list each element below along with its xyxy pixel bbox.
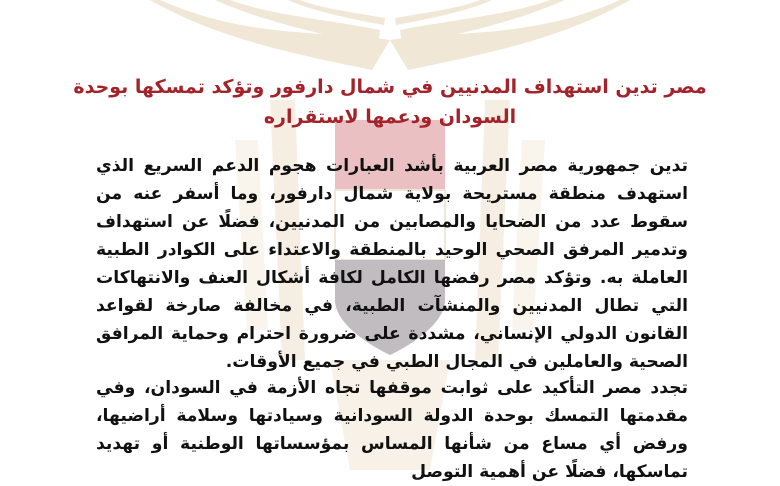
paragraph-1: تدين جمهورية مصر العربية بأشد العبارات هجوم الدعم السريع الذي استهدف منطقة مستريحة بولاية شمال دارفور، وما أسفر عنه من سقوط عدد من الضحايا والمصابين من المدنيين، فضلًا عن استهداف وتدمير المرفق الصحي الوحيد بالمنطقة والاعتداء على الكوادر الطبية العاملة به. وتؤكد مصر رفضها الكامل لكافة أشكال العنف والانتهاكات التي تطال المدنيين والمنشآت الطبية، في مخالفة صارخة لقواعد القانون الدولي الإنساني، مشددة على ضرورة احترام وحماية المرافق الصحية والعاملين في المجال الطبي في جميع الأوقات. (96, 156, 688, 372)
paragraph-2: تجدد مصر التأكيد على ثوابت موقفها تجاه الأزمة في السودان، وفي مقدمتها التمسك بوحدة الدولة السودانية وسيادتها وسلامة أراضيها، ورفض أي مساع من شأنها المساس بمؤسساتها الوطنية أو تهديد تماسكها، فضلًا عن أهمية التوصل (96, 378, 688, 482)
document-title: مصر تدين استهداف المدنيين في شمال دارفور وتؤكد تمسكها بوحدة السودان ودعمها لاستقراره (73, 76, 707, 128)
